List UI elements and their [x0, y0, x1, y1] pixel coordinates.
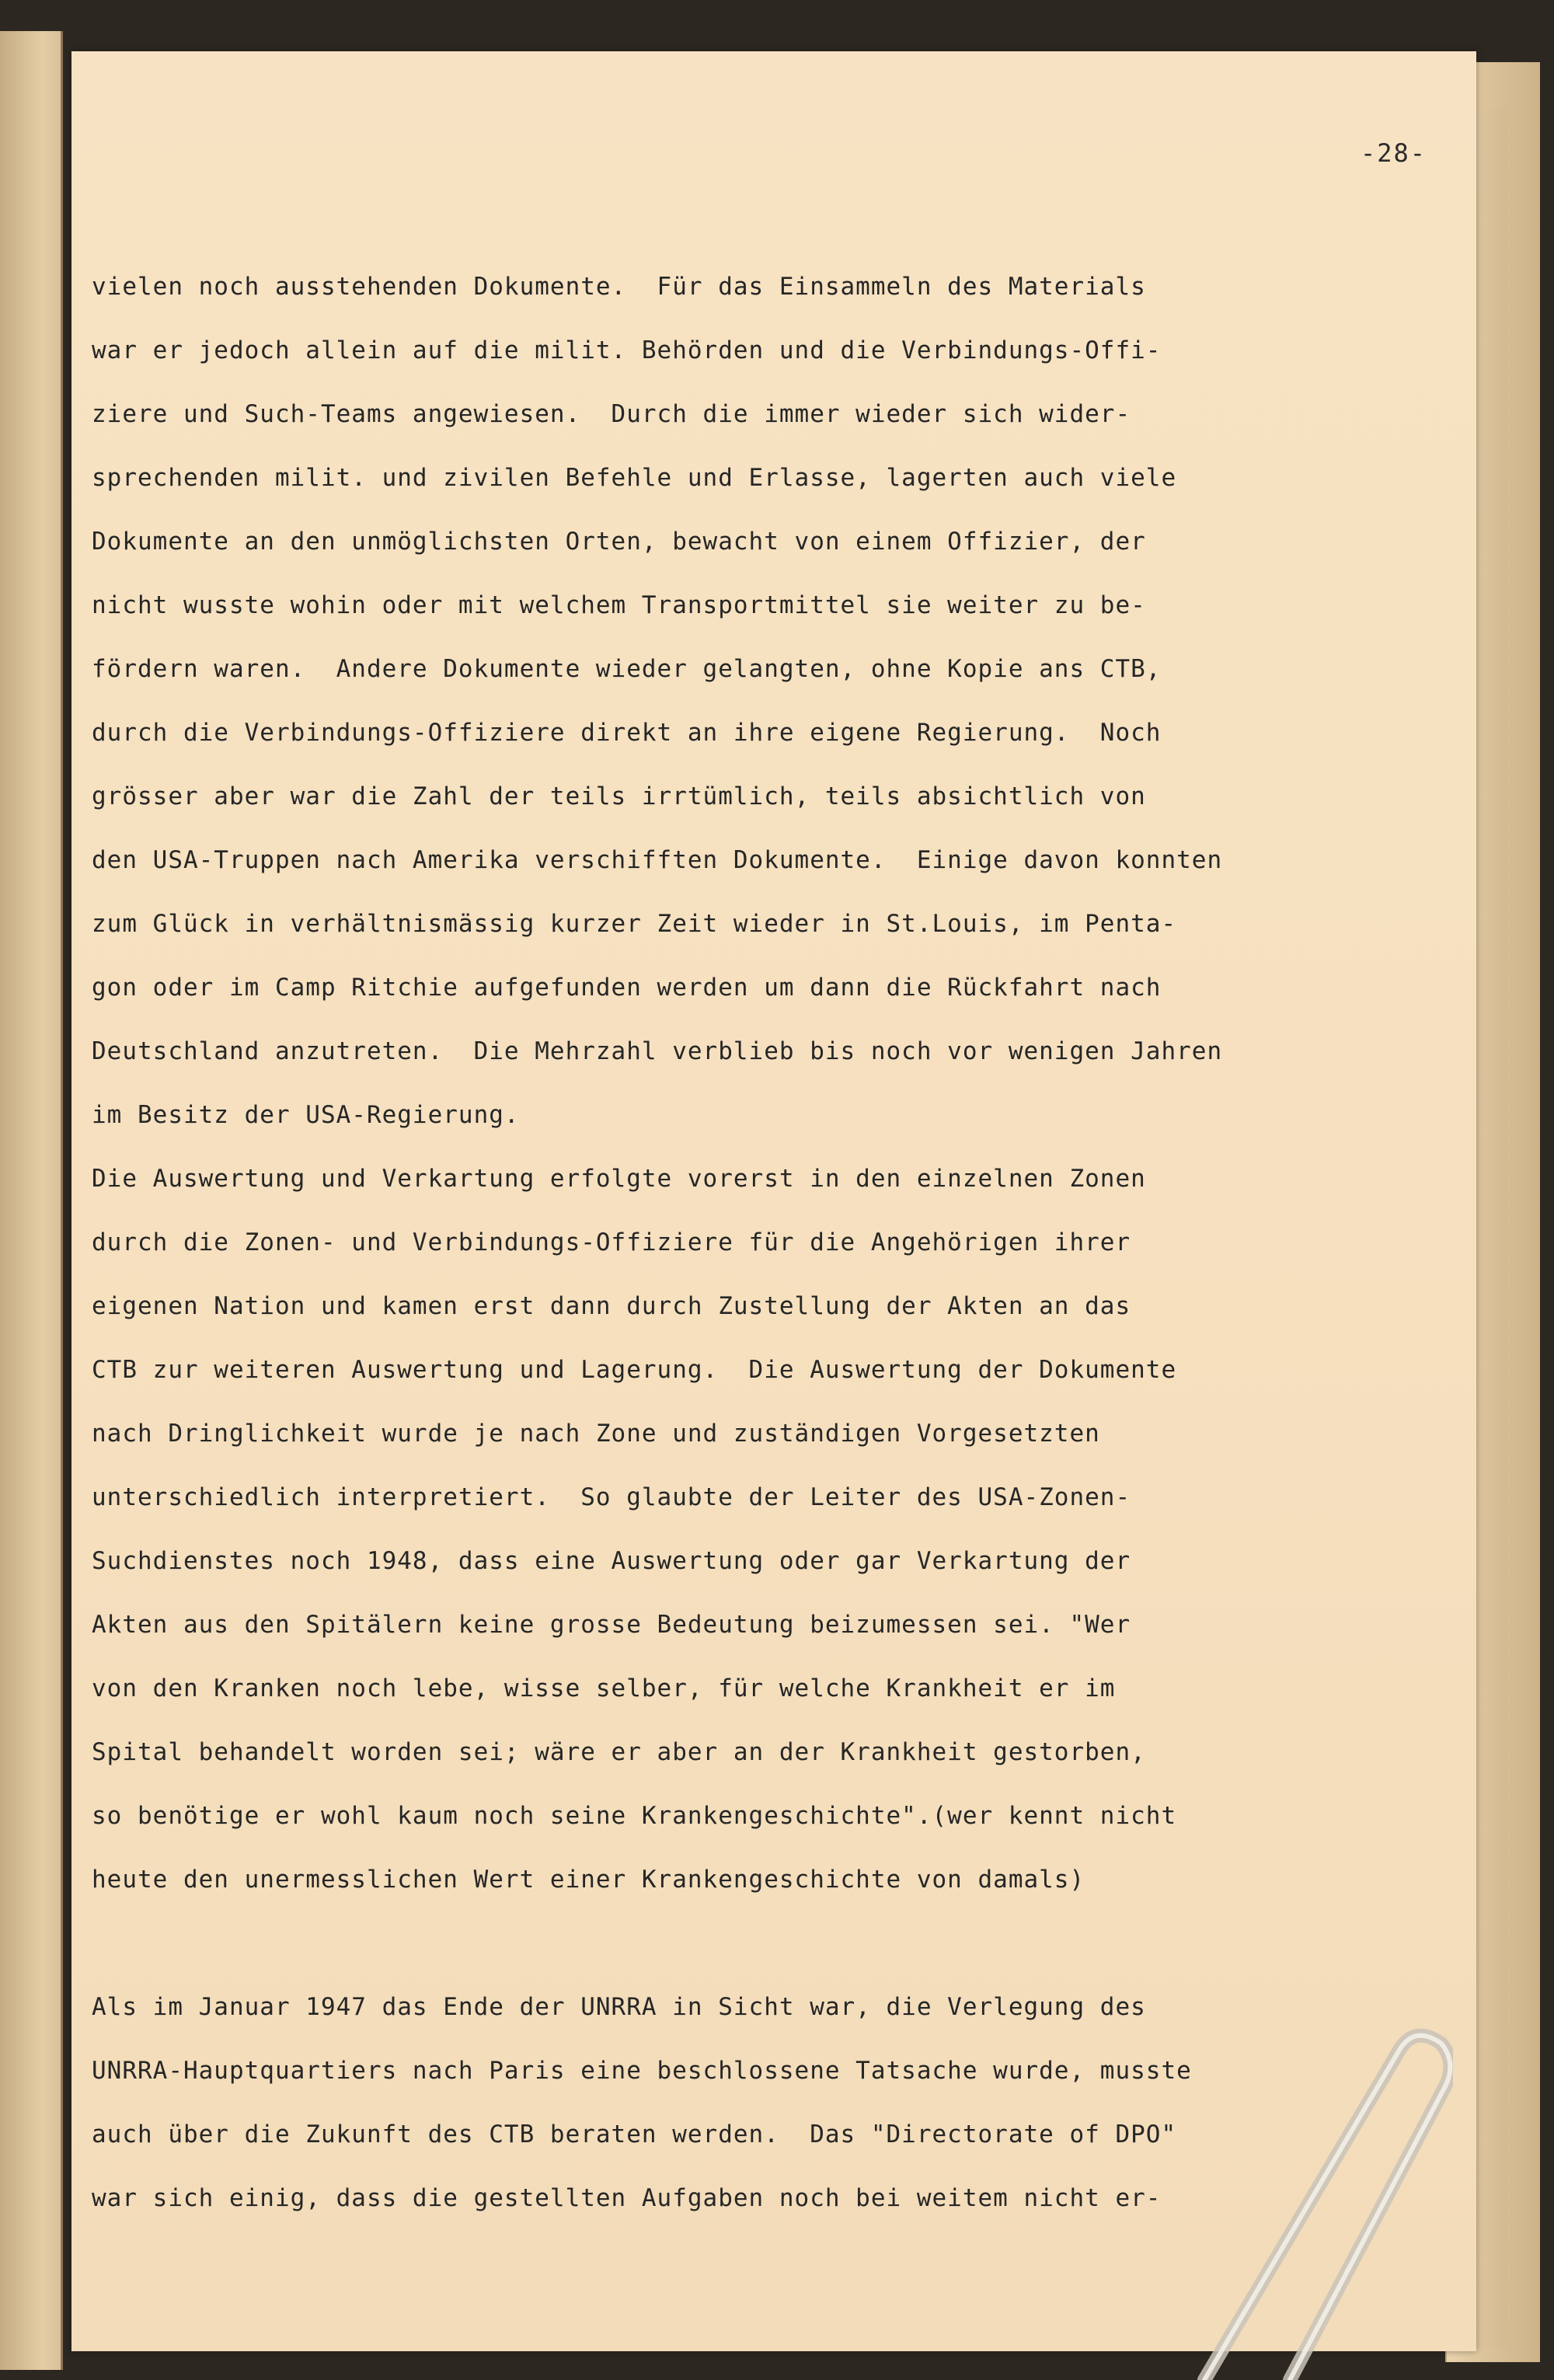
text-line: heute den unermesslichen Wert einer Krankengeschichte von damals)	[92, 1866, 1085, 1894]
text-line: Deutschland anzutreten. Die Mehrzahl verblieb bis noch vor wenigen Jahren	[92, 1037, 1223, 1065]
facing-page-edge	[0, 31, 63, 2370]
text-line: Als im Januar 1947 das Ende der UNRRA in Sicht war, die Verlegung des	[92, 1993, 1146, 2021]
text-line: so benötige er wohl kaum noch seine Krankengeschichte".(wer kennt nicht	[92, 1802, 1177, 1830]
text-line: Die Auswertung und Verkartung erfolgte vorerst in den einzelnen Zonen	[92, 1165, 1146, 1193]
text-line: UNRRA-Hauptquartiers nach Paris eine beschlossene Tatsache wurde, musste	[92, 2057, 1192, 2085]
text-line: vielen noch ausstehenden Dokumente. Für das Einsammeln des Materials	[92, 273, 1146, 301]
page-body	[92, 255, 1475, 2230]
text-line: grösser aber war die Zahl der teils irrtümlich, teils absichtlich von	[92, 782, 1146, 810]
text-line: durch die Zonen- und Verbindungs-Offiziere für die Angehörigen ihrer	[92, 1228, 1131, 1256]
text-line: gon oder im Camp Ritchie aufgefunden werden um dann die Rückfahrt nach	[92, 974, 1162, 1002]
text-line: sprechenden milit. und zivilen Befehle und Erlasse, lagerten auch viele	[92, 464, 1177, 492]
text-line: unterschiedlich interpretiert. So glaubte der Leiter des USA-Zonen-	[92, 1483, 1131, 1511]
text-line: Dokumente an den unmöglichsten Orten, bewacht von einem Offizier, der	[92, 528, 1146, 556]
page-number: -28-	[1360, 138, 1427, 168]
text-line: zum Glück in verhältnismässig kurzer Zeit wieder in St.Louis, im Penta-	[92, 910, 1177, 938]
text-line: Suchdienstes noch 1948, dass eine Auswertung oder gar Verkartung der	[92, 1547, 1131, 1575]
text-line: CTB zur weiteren Auswertung und Lagerung. Die Auswertung der Dokumente	[92, 1356, 1177, 1384]
paper-clip-icon	[1142, 2020, 1453, 2380]
text-line: Akten aus den Spitälern keine grosse Bedeutung beizumessen sei. "Wer	[92, 1611, 1131, 1639]
text-line: durch die Verbindungs-Offiziere direkt an ihre eigene Regierung. Noch	[92, 719, 1162, 747]
text-line: war er jedoch allein auf die milit. Behörden und die Verbindungs-Offi-	[92, 336, 1162, 364]
paragraph-gap	[92, 1911, 1475, 1975]
text-line: fördern waren. Andere Dokumente wieder gelangten, ohne Kopie ans CTB,	[92, 655, 1162, 683]
text-line: war sich einig, dass die gestellten Aufgaben noch bei weitem nicht er-	[92, 2184, 1162, 2212]
typewritten-page	[71, 51, 1476, 2351]
text-line: von den Kranken noch lebe, wisse selber, für welche Krankheit er im	[92, 1674, 1116, 1702]
text-line: auch über die Zukunft des CTB beraten werden. Das "Directorate of DPO"	[92, 2120, 1177, 2148]
text-line: Spital behandelt worden sei; wäre er aber an der Krankheit gestorben,	[92, 1738, 1146, 1766]
text-line: nicht wusste wohin oder mit welchem Transportmittel sie weiter zu be-	[92, 591, 1146, 619]
text-line: ziere und Such-Teams angewiesen. Durch die immer wieder sich wider-	[92, 400, 1131, 428]
text-line: nach Dringlichkeit wurde je nach Zone und zuständigen Vorgesetzten	[92, 1420, 1100, 1448]
text-line: eigenen Nation und kamen erst dann durch Zustellung der Akten an das	[92, 1292, 1131, 1320]
text-line: im Besitz der USA-Regierung.	[92, 1101, 520, 1129]
text-line: den USA-Truppen nach Amerika verschifften Dokumente. Einige davon konnten	[92, 846, 1223, 874]
